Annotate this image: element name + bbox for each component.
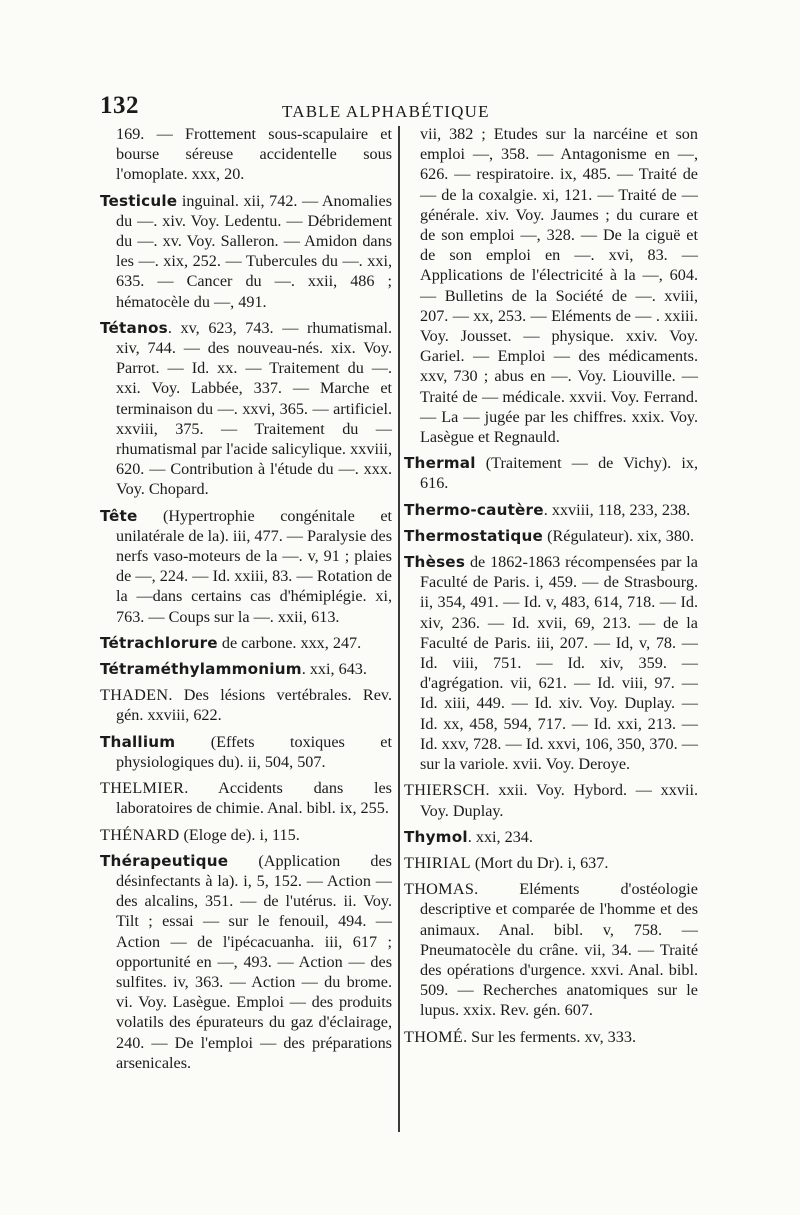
entry-text: de carbone. xxx, 247. [217, 633, 362, 652]
index-entry [404, 827, 698, 847]
index-entry [404, 124, 698, 447]
entry-heading: Testicule [100, 191, 178, 210]
entry-heading: THADEN [100, 686, 169, 705]
entry-heading: THIRIAL [404, 853, 471, 872]
entry-text: de 1862-1863 récompensées par la Faculté de Paris. i, 459. — de Strasbourg. ii, 354, 491. — Id. v, 483, 614, 718. — Id. xiv, 236. — Id. xvii, 69, 213. — de la Faculté de Paris. iii, 207. — Id, v, 78. — Id. viii, 751. — Id. xiv, 359. — d'agrégation. vii, 621. — Id. viii, 97. — Id. xiii, 449. — Id. xiv. Voy. Duplay. — Id. xx, 458, 594, 717. — Id. xxi, 213. — Id. xxv, 728. — Id. xxvi, 106, 350, 370. — sur la variole. xvii. Voy. Deroye. [420, 553, 698, 774]
index-entry [100, 124, 392, 185]
entry-heading: Thermostatique [404, 526, 544, 545]
index-entry [404, 500, 698, 520]
entry-heading: Thermo-cautère [404, 500, 544, 519]
entry-text: (Mort du Dr). i, 637. [470, 853, 609, 872]
index-entry [100, 659, 392, 679]
entry-heading: THOMÉ [404, 1027, 464, 1046]
entry-text: 169. — Frottement sous-scapulaire et bourse séreuse accidentelle sous l'omoplate. xxx, 20. [116, 125, 392, 184]
index-entry [100, 778, 392, 818]
entry-heading: THOMAS [404, 880, 475, 899]
entry-text: . xv, 623, 743. — rhumatismal. xiv, 744. — des nouveau-nés. xix. Voy. Parrot. — Id. xx. — Traitement du —. xxi. Voy. Labbée, 337. — Marche et terminaison du —. xxvi, 365. — artificiel. xxviii, 375. — Traitement du — rhumatismal par l'acide salicylique. xxviii, 620. — Contribution à l'étude du —. xxx. Voy. Chopard. [116, 318, 392, 499]
entry-heading: Tétraméthylammonium [100, 660, 302, 679]
index-entry [100, 851, 392, 1073]
entry-text: . xxviii, 118, 233, 238. [543, 500, 691, 519]
entry-heading: THELMIER [100, 779, 185, 798]
entry-heading: THIERSCH [404, 781, 486, 800]
entry-text: (Traitement — de Vichy). ix, 616. [420, 454, 698, 493]
index-entry [404, 453, 698, 493]
entry-text: (Hypertrophie congénitale et unilatérale de la). iii, 477. — Paralysie des nerfs vaso-moteurs de la —. v, 91 ; plaies de —, 224. — Id. xxiii, 83. — Rotation de la —dans certains cas d'hémiplégie. xi, 763. — Coups sur la —. xxii, 613. [116, 506, 393, 626]
entry-text: vii, 382 ; Etudes sur la narcéine et son emploi —, 358. — Antagonisme en —, 626. — respiratoire. ix, 485. — Traité de — de la coxalgie. xi, 121. — Traité de — générale. xiv. Voy. Jaumes ; du curare et de son emploi —, 328. — De la ciguë et de son emploi en —. xvi, 83. — Applications de l'électricité à la —, 604. — Bulletins de la Société de —. xviii, 207. — xx, 253. — Eléments de — . xxiii. Voy. Jousset. — physique. xxiv. Voy. Gariel. — Emploi — des médicaments. xxv, 730 ; abus en —. Voy. Liouville. — Traité de — médicale. xxvii. Voy. Ferrand. — La — jugée par les chiffres. xxix. Voy. Lasègue et Regnauld. [420, 125, 698, 447]
index-entry [100, 732, 392, 772]
index-entry [100, 318, 392, 500]
page-number: 132 [100, 92, 139, 119]
index-entry [404, 780, 698, 820]
entry-heading: Thallium [100, 732, 176, 751]
entry-text: . Eléments d'ostéologie descriptive et comparée de l'homme et des animaux. Anal. bibl. v, 758. — Pneumatocèle du crâne. vii, 34. — Traité des opérations d'urgence. xxvi. Anal. bibl. 509. — Recherches anatomiques sur le lupus. xxix. Rev. gén. 607. [420, 880, 698, 1020]
entry-text: inguinal. xii, 742. — Anomalies du —. xiv. Voy. Ledentu. — Débridement du —. xv. Voy. Salleron. — Amidon dans les —. xix, 252. — Tubercules du —. xxi, 635. — Cancer du —. xxii, 486 ; hématocèle du —, 491. [116, 191, 392, 311]
index-entry [404, 1027, 698, 1047]
entry-text: (Application des désinfectants à la). i, 5, 152. — Action — des alcalins, 351. — de l'utérus. ii. Voy. Tilt ; essai — sur le fenouil, 494. — Action — de l'ipécacuanha. iii, 617 ; opportunité en —, 493. — Action — des sulfites. iv, 363. — Action — du brome. vi. Voy. Lasègue. Emploi — des produits volatils des épurateurs du gaz d'éclairage, 240. — De l'emploi — des préparations arsenicales. [116, 851, 392, 1072]
index-entry [100, 685, 392, 725]
entry-heading: Thèses [404, 553, 466, 572]
entry-text: (Effets toxiques et physiologiques du). ii, 504, 507. [116, 732, 392, 771]
entry-text: . Sur les ferments. xv, 333. [463, 1027, 637, 1046]
entry-heading: THÉNARD [100, 825, 180, 844]
index-entry [404, 853, 698, 873]
left-column [100, 124, 392, 1079]
entry-text: . xxi, 234. [467, 827, 533, 846]
index-entry [100, 506, 392, 627]
entry-text: (Eloge de). i, 115. [179, 825, 300, 844]
entry-text: . Accidents dans les laboratoires de chimie. Anal. bibl. ix, 255. [116, 779, 392, 818]
column-divider [398, 126, 400, 1132]
entry-heading: Tête [100, 506, 138, 525]
index-entry [404, 879, 698, 1020]
entry-heading: Tétrachlorure [100, 633, 218, 652]
entry-heading: Thermal [404, 454, 476, 473]
index-entry [404, 552, 698, 774]
index-entry [100, 825, 392, 845]
index-entry [100, 633, 392, 653]
right-column [404, 124, 698, 1053]
entry-heading: Tétanos [100, 318, 168, 337]
index-entry [404, 526, 698, 546]
entry-text: . xxii. Voy. Hybord. — xxvii. Voy. Duplay. [420, 781, 698, 820]
entry-heading: Thymol [404, 827, 468, 846]
running-head: TABLE ALPHABÉTIQUE [282, 102, 490, 121]
entry-text: (Régulateur). xix, 380. [543, 526, 695, 545]
entry-heading: Thérapeutique [100, 851, 229, 870]
index-entry [100, 191, 392, 312]
entry-text: . Des lésions vertébrales. Rev. gén. xxviii, 622. [116, 686, 392, 725]
entry-text: . xxi, 643. [301, 660, 367, 679]
